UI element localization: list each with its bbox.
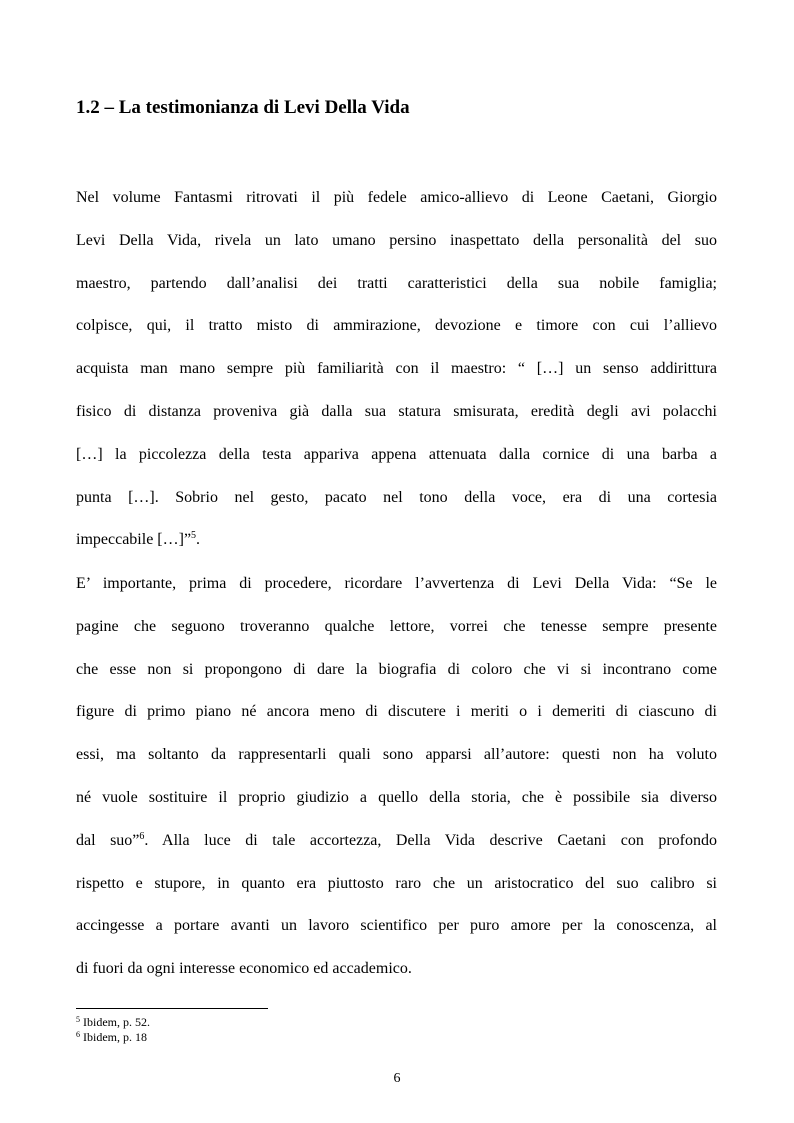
paragraph-line: fisico di distanza proveniva già dalla sua statura smisurata, eredità degli avi polacchi: [76, 402, 717, 420]
footnote-ref-5[interactable]: 5: [191, 530, 197, 542]
paragraph-line: Nel volume Fantasmi ritrovati il più fedele amico-allievo di Leone Caetani, Giorgio: [76, 189, 717, 206]
paragraph-line: né vuole sostituire il proprio giudizio a quello della storia, che è possibile sia diverso: [76, 788, 717, 806]
footnote-separator: [76, 1008, 268, 1009]
footnotes: [76, 1015, 150, 1045]
section-heading: 1.2 – La testimonianza di Levi Della Vida: [76, 97, 410, 118]
paragraph-line: pagine che seguono troveranno qualche lettore, vorrei che tenesse sempre presente: [76, 617, 717, 635]
paragraph-line: [76, 820, 717, 863]
footnote-text: Ibidem, p. 18: [80, 1030, 147, 1044]
line-text: impeccabile […]”: [76, 531, 192, 549]
line-text: dal suo”: [76, 831, 140, 849]
paragraph-line: colpisce, qui, il tratto misto di ammirazione, devozione e timore con cui l’allievo: [76, 317, 717, 335]
paragraph-2: [76, 563, 717, 991]
paragraph-line: [76, 519, 717, 562]
paragraph-line: maestro, partendo dall’analisi dei tratti caratteristici della sua nobile famiglia;: [76, 274, 717, 292]
paragraph-line: E’ importante, prima di procedere, ricordare l’avvertenza di Levi Della Vida: “Se le: [76, 575, 717, 592]
paragraph-1: [76, 177, 717, 562]
paragraph-line: essi, ma soltanto da rappresentarli quali sono apparsi all’autore: questi non ha voluto: [76, 746, 717, 764]
footnote-text: Ibidem, p. 52.: [80, 1015, 150, 1029]
paragraph-line: accingesse a portare avanti un lavoro scientifico per puro amore per la conoscenza, al: [76, 917, 717, 935]
footnote-number: 6: [76, 1030, 80, 1039]
footnote-5: [76, 1015, 150, 1030]
paragraph-line: di fuori da ogni interesse economico ed accademico.: [76, 960, 412, 978]
paragraph-line: che esse non si propongono di dare la biografia di coloro che vi si incontrano come: [76, 660, 717, 678]
footnote-ref-6[interactable]: 6: [139, 830, 145, 842]
line-text: . Alla luce di tale accortezza, Della Vida descrive Caetani con profondo: [144, 831, 718, 849]
paragraph-line: […] la piccolezza della testa appariva appena attenuata dalla cornice di una barba a: [76, 445, 717, 463]
paragraph-line: figure di primo piano né ancora meno di discutere i meriti o i demeriti di ciascuno di: [76, 703, 717, 721]
footnote-6: [76, 1030, 150, 1045]
footnote-number: 5: [76, 1015, 80, 1024]
page-number: 6: [393, 1071, 401, 1086]
paragraph-line: acquista man mano sempre più familiarità con il maestro: “ […] un senso addirittura: [76, 360, 717, 378]
line-text: .: [196, 531, 201, 549]
paragraph-line: rispetto e stupore, in quanto era piuttosto raro che un aristocratico del suo calibro si: [76, 874, 717, 892]
paragraph-line: Levi Della Vida, rivela un lato umano persino inaspettato della personalità del suo: [76, 231, 717, 249]
paragraph-line: punta […]. Sobrio nel gesto, pacato nel tono della voce, era di una cortesia: [76, 488, 717, 506]
